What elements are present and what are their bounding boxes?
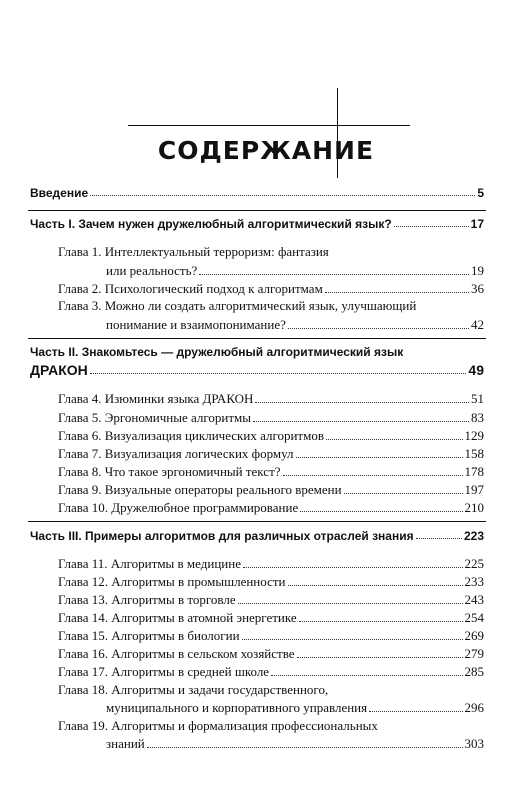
toc-part-1[interactable] (30, 217, 484, 231)
section-divider (28, 521, 486, 522)
toc-chapter-16[interactable] (58, 646, 484, 662)
leader-dots (271, 675, 462, 676)
toc-chapter-label: Глава 17. Алгоритмы в средней школе (58, 664, 270, 679)
toc-chapter-label: Глава 11. Алгоритмы в медицине (58, 556, 241, 571)
toc-chapter-label: Глава 15. Алгоритмы в биологии (58, 628, 240, 643)
toc-chapter-label: Глава 6. Визуализация циклических алгоритмов (58, 428, 324, 443)
toc-chapter-label: Глава 4. Изюминки языка ДРАКОН (58, 391, 254, 406)
toc-chapter-3-line1[interactable]: Глава 3. Можно ли создать алгоритмический язык, улучшающий (58, 298, 417, 313)
toc-chapter-page: 279 (464, 646, 484, 661)
toc-chapter-page: 158 (464, 446, 484, 461)
title-horizontal-rule (128, 125, 410, 126)
toc-chapter-label: Глава 7. Визуализация логических формул (58, 446, 294, 461)
toc-chapter-page: 83 (471, 410, 484, 425)
toc-chapter-4[interactable] (58, 391, 484, 407)
toc-chapter-15[interactable] (58, 628, 484, 644)
toc-chapter-9[interactable] (58, 482, 484, 498)
title-block (0, 0, 532, 180)
leader-dots (344, 493, 463, 494)
toc-chapter-7[interactable] (58, 446, 484, 462)
leader-dots (242, 639, 463, 640)
toc-chapter-5[interactable] (58, 410, 484, 426)
toc-chapter-1-line1[interactable]: Глава 1. Интеллектуальный терроризм: фантазия (58, 244, 329, 259)
toc-part-label: Часть III. Примеры алгоритмов для различных отраслей знания (30, 529, 414, 543)
toc-chapter-6[interactable] (58, 428, 484, 444)
toc-chapter-page: 210 (464, 500, 484, 515)
leader-dots (394, 226, 469, 227)
leader-dots (253, 421, 469, 422)
leader-dots (299, 621, 463, 622)
toc-part-3[interactable] (30, 529, 484, 543)
toc-chapter-page: 285 (464, 664, 484, 679)
toc-chapter-page: 19 (471, 263, 484, 278)
toc-chapter-page: 233 (464, 574, 484, 589)
toc-chapter-label: Глава 9. Визуальные операторы реального времени (58, 482, 342, 497)
toc-chapter-1[interactable] (106, 263, 484, 279)
toc-chapter-page: 36 (471, 281, 484, 296)
toc-chapter-label: Глава 8. Что такое эргономичный текст? (58, 464, 281, 479)
toc-part-page: 223 (463, 529, 484, 543)
section-divider (28, 338, 486, 339)
toc-chapter-label: Глава 16. Алгоритмы в сельском хозяйстве (58, 646, 295, 661)
leader-dots (288, 585, 463, 586)
toc-chapter-page: 269 (464, 628, 484, 643)
toc-chapter-label: или реальность? (106, 263, 198, 278)
toc-entry-page: 5 (477, 186, 484, 200)
toc-chapter-page: 42 (471, 317, 484, 332)
toc-chapter-label: Глава 13. Алгоритмы в торговле (58, 592, 236, 607)
leader-dots (255, 402, 469, 403)
toc-entry-label: Введение (30, 186, 89, 200)
toc-part-2[interactable] (30, 362, 484, 378)
toc-chapter-page: 296 (464, 700, 484, 715)
leader-dots (300, 511, 462, 512)
toc-chapter-label: понимание и взаимопонимание? (106, 317, 286, 332)
toc-chapter-label: знаний (106, 736, 145, 751)
leader-dots (325, 292, 469, 293)
leader-dots (199, 274, 469, 275)
toc-chapter-18[interactable] (106, 700, 484, 716)
toc-chapter-page: 243 (464, 592, 484, 607)
toc-chapter-10[interactable] (58, 500, 484, 516)
toc-chapter-label: Глава 12. Алгоритмы в промышленности (58, 574, 286, 589)
toc-entry-intro[interactable] (30, 186, 484, 200)
toc-chapter-19-line1[interactable]: Глава 19. Алгоритмы и формализация профессиональных (58, 718, 378, 733)
toc-part-2-line1[interactable]: Часть II. Знакомьтесь — дружелюбный алгоритмический язык (30, 345, 404, 359)
toc-chapter-page: 51 (471, 391, 484, 406)
toc-chapter-19[interactable] (106, 736, 484, 752)
leader-dots (296, 457, 463, 458)
leader-dots (288, 328, 469, 329)
leader-dots (90, 195, 475, 196)
toc-chapter-label: муниципального и корпоративного управления (106, 700, 368, 715)
leader-dots (243, 567, 463, 568)
leader-dots (283, 475, 463, 476)
leader-dots (369, 711, 462, 712)
toc-chapter-label: Глава 14. Алгоритмы в атомной энергетике (58, 610, 297, 625)
toc-chapter-2[interactable] (58, 281, 484, 297)
leader-dots (416, 538, 462, 539)
toc-chapter-17[interactable] (58, 664, 484, 680)
toc-chapter-label: Глава 10. Дружелюбное программирование (58, 500, 299, 515)
leader-dots (147, 747, 463, 748)
toc-chapter-page: 225 (464, 556, 484, 571)
toc-part-label: Часть I. Зачем нужен дружелюбный алгоритмический язык? (30, 217, 392, 231)
section-divider (28, 210, 486, 211)
toc-part-page: 17 (470, 217, 484, 231)
toc-chapter-page: 303 (464, 736, 484, 751)
toc-chapter-12[interactable] (58, 574, 484, 590)
toc-chapter-page: 129 (464, 428, 484, 443)
toc-chapter-page: 178 (464, 464, 484, 479)
toc-chapter-3[interactable] (106, 317, 484, 333)
toc-chapter-page: 254 (464, 610, 484, 625)
toc-part-page: 49 (468, 362, 484, 378)
toc-chapter-18-line1[interactable]: Глава 18. Алгоритмы и задачи государственного, (58, 682, 329, 697)
toc-part-label: ДРАКОН (30, 362, 88, 378)
toc-chapter-8[interactable] (58, 464, 484, 480)
toc-chapter-label: Глава 5. Эргономичные алгоритмы (58, 410, 251, 425)
leader-dots (326, 439, 463, 440)
leader-dots (297, 657, 463, 658)
toc-chapter-14[interactable] (58, 610, 484, 626)
toc-chapter-page: 197 (464, 482, 484, 497)
toc-chapter-13[interactable] (58, 592, 484, 608)
page-title: СОДЕРЖАНИЕ (157, 136, 375, 165)
leader-dots (90, 373, 467, 374)
toc-chapter-label: Глава 2. Психологический подход к алгоритмам (58, 281, 323, 296)
leader-dots (238, 603, 463, 604)
toc-chapter-11[interactable] (58, 556, 484, 572)
